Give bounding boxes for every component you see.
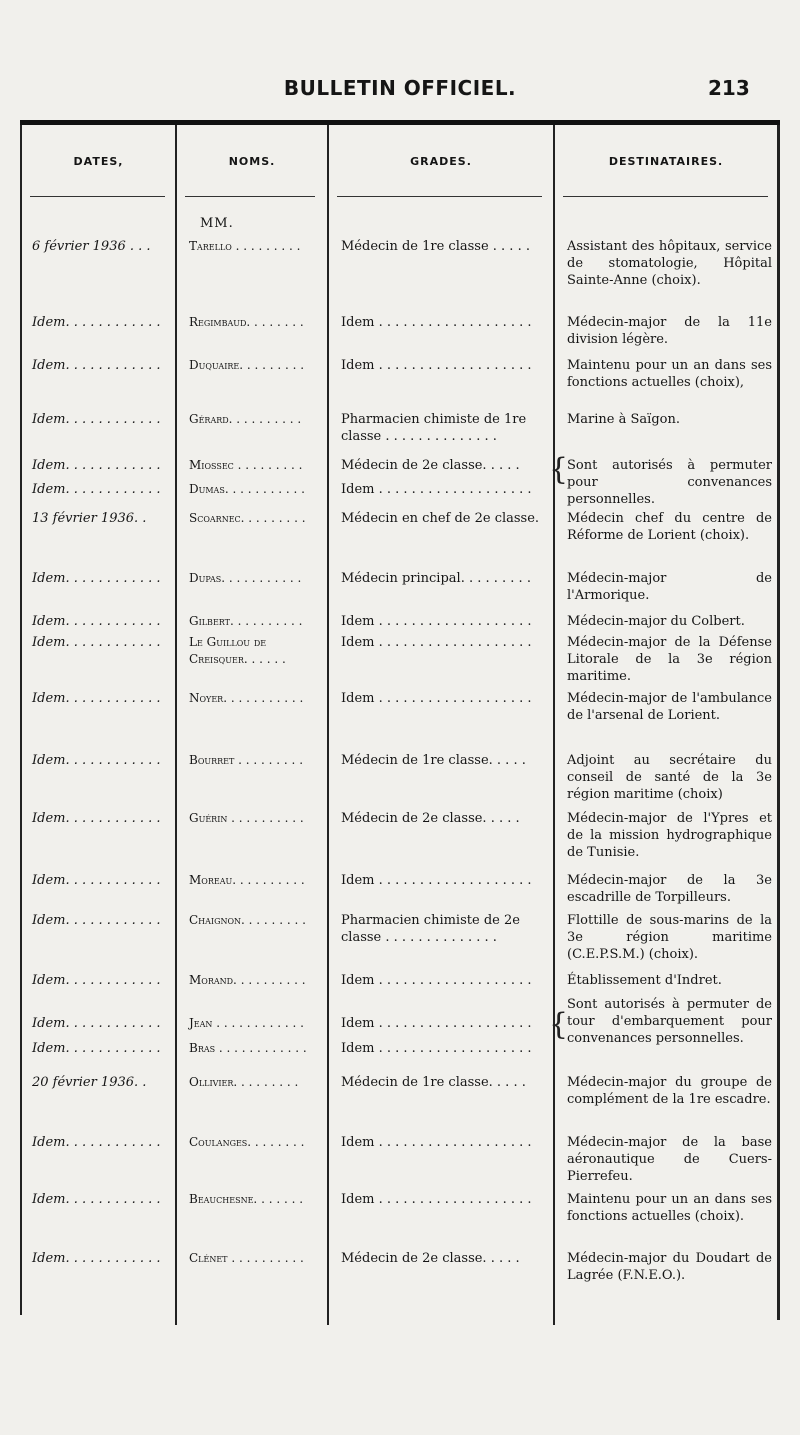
row-date: Idem. . . . . . . . . . . . <box>32 1041 161 1056</box>
row-date: Idem. . . . . . . . . . . . <box>32 482 161 497</box>
row-name: Miossec . . . . . . . . . <box>189 458 303 472</box>
row-date: Idem. . . . . . . . . . . . <box>32 614 161 629</box>
mm-abbreviation: MM. <box>200 216 234 231</box>
row-grade: Médecin en chef de 2e classe. <box>341 511 540 526</box>
row-destination: Médecin-major de la base aéronautique de Cuers-Pierrefeu. <box>567 1135 772 1184</box>
row-destination: Marine à Saïgon. <box>567 412 680 427</box>
row-name: Dumas. . . . . . . . . . . <box>189 482 305 496</box>
row-name: Ollivier. . . . . . . . . <box>189 1075 299 1089</box>
row-name: Gilbert. . . . . . . . . . <box>189 614 303 628</box>
column-header-destinataires: DESTINATAIRES. <box>608 155 724 168</box>
row-name: Chaignon. . . . . . . . . <box>189 913 306 927</box>
row-date: 20 février 1936. . <box>32 1075 147 1090</box>
row-grade: Pharmacien chimiste de 2e classe . . . . . . . . . . . . . . <box>341 913 520 945</box>
row-grade: Idem . . . . . . . . . . . . . . . . . . . <box>341 315 532 330</box>
row-destination: Établissement d'Indret. <box>567 973 722 988</box>
row-name: Gérard. . . . . . . . . . <box>189 412 302 426</box>
row-date: Idem. . . . . . . . . . . . <box>32 1016 161 1031</box>
grouping-brace: { <box>549 452 569 487</box>
row-destination: Médecin chef du centre de Réforme de Lorient (choix). <box>567 511 772 543</box>
row-date: Idem. . . . . . . . . . . . <box>32 412 161 427</box>
row-date: Idem. . . . . . . . . . . . <box>32 913 161 928</box>
row-name: Duquaire. . . . . . . . . <box>189 358 305 372</box>
row-date: Idem. . . . . . . . . . . . <box>32 973 161 988</box>
row-name: Moreau. . . . . . . . . . <box>189 873 305 887</box>
row-destination: Maintenu pour un an dans ses fonctions actuelles (choix). <box>567 1192 772 1224</box>
row-grade: Pharmacien chimiste de 1re classe . . . . . . . . . . . . . . <box>341 412 527 444</box>
row-grade: Idem . . . . . . . . . . . . . . . . . . . <box>341 973 532 988</box>
header-rule-noms <box>185 196 315 197</box>
row-name: Beauchesne. . . . . . . <box>189 1192 304 1206</box>
row-destination: Médecin-major de l'ambulance de l'arsenal de Lorient. <box>567 691 772 723</box>
top-rule <box>20 120 780 125</box>
row-name: Regimbaud. . . . . . . . <box>189 315 304 329</box>
row-name: Le Guillou de Creisquer. . . . . . <box>189 635 286 666</box>
column-divider-left <box>20 125 22 1315</box>
row-date: Idem. . . . . . . . . . . . <box>32 1192 161 1207</box>
row-destination: Médecin-major du Colbert. <box>567 614 745 629</box>
row-name: Guérin . . . . . . . . . . <box>189 811 304 825</box>
row-grade: Idem . . . . . . . . . . . . . . . . . . . <box>341 1041 532 1056</box>
row-destination: Sont autorisés à permuter pour convenances personnelles. <box>567 458 772 507</box>
header-rule-dates <box>30 196 165 197</box>
row-name: Bras . . . . . . . . . . . . <box>189 1041 307 1055</box>
column-header-dates: DATES, <box>73 155 124 168</box>
row-grade: Idem . . . . . . . . . . . . . . . . . . . <box>341 873 532 888</box>
column-header-noms: NOMS. <box>228 155 276 168</box>
row-date: Idem. . . . . . . . . . . . <box>32 811 161 826</box>
row-name: Morand. . . . . . . . . . <box>189 973 306 987</box>
row-grade: Idem . . . . . . . . . . . . . . . . . . . <box>341 482 532 497</box>
row-date: 6 février 1936 . . . <box>32 239 151 254</box>
row-grade: Idem . . . . . . . . . . . . . . . . . . . <box>341 1016 532 1031</box>
header-rule-grades <box>337 196 542 197</box>
page-number: 213 <box>708 76 750 100</box>
row-grade: Idem . . . . . . . . . . . . . . . . . . . <box>341 358 532 373</box>
row-grade: Médecin de 2e classe. . . . . <box>341 811 520 826</box>
row-destination: Médecin-major de l'Armorique. <box>567 571 772 603</box>
row-name: Clénet . . . . . . . . . . <box>189 1251 304 1265</box>
row-destination: Maintenu pour un an dans ses fonctions actuelles (choix), <box>567 358 772 390</box>
row-grade: Médecin de 2e classe. . . . . <box>341 458 520 473</box>
row-destination: Sont autorisés à permuter de tour d'embarquement pour convenances personnelles. <box>567 997 772 1046</box>
row-date: 13 février 1936. . <box>32 511 147 526</box>
row-destination: Assistant des hôpitaux, service de stomatologie, Hôpital Sainte-Anne (choix). <box>567 239 772 288</box>
row-date: Idem. . . . . . . . . . . . <box>32 635 161 650</box>
row-grade: Idem . . . . . . . . . . . . . . . . . . . <box>341 1135 532 1150</box>
row-grade: Médecin de 1re classe. . . . . <box>341 1075 526 1090</box>
row-name: Jean . . . . . . . . . . . . <box>189 1016 304 1030</box>
row-grade: Idem . . . . . . . . . . . . . . . . . . . <box>341 614 532 629</box>
row-name: Noyer. . . . . . . . . . . <box>189 691 304 705</box>
row-destination: Médecin-major de la 11e division légère. <box>567 315 772 347</box>
row-destination: Médecin-major de la 3e escadrille de Torpilleurs. <box>567 873 772 905</box>
row-destination: Médecin-major du Doudart de Lagrée (F.N.E.O.). <box>567 1251 772 1283</box>
row-grade: Médecin de 1re classe . . . . . <box>341 239 530 254</box>
row-grade: Médecin principal. . . . . . . . . <box>341 571 531 586</box>
row-grade: Idem . . . . . . . . . . . . . . . . . . . <box>341 1192 532 1207</box>
column-divider-3 <box>553 125 555 1325</box>
row-destination: Flottille de sous-marins de la 3e région maritime (C.E.P.S.M.) (choix). <box>567 913 772 962</box>
row-grade: Médecin de 1re classe. . . . . <box>341 753 526 768</box>
row-destination: Adjoint au secrétaire du conseil de santé de la 3e région maritime (choix) <box>567 753 772 802</box>
row-date: Idem. . . . . . . . . . . . <box>32 753 161 768</box>
row-name: Tarello . . . . . . . . . <box>189 239 301 253</box>
row-name: Coulanges. . . . . . . . <box>189 1135 305 1149</box>
row-name: Bourret . . . . . . . . . <box>189 753 304 767</box>
row-date: Idem. . . . . . . . . . . . <box>32 458 161 473</box>
row-date: Idem. . . . . . . . . . . . <box>32 691 161 706</box>
row-grade: Idem . . . . . . . . . . . . . . . . . . . <box>341 691 532 706</box>
row-name: Dupas. . . . . . . . . . . <box>189 571 302 585</box>
row-grade: Médecin de 2e classe. . . . . <box>341 1251 520 1266</box>
row-date: Idem. . . . . . . . . . . . <box>32 873 161 888</box>
row-date: Idem. . . . . . . . . . . . <box>32 358 161 373</box>
column-divider-right <box>777 125 780 1320</box>
bulletin-title: BULLETIN OFFICIEL. <box>283 76 517 100</box>
row-date: Idem. . . . . . . . . . . . <box>32 1251 161 1266</box>
header-rule-destinataires <box>563 196 768 197</box>
row-date: Idem. . . . . . . . . . . . <box>32 315 161 330</box>
row-date: Idem. . . . . . . . . . . . <box>32 1135 161 1150</box>
row-destination: Médecin-major du groupe de complément de la 1re escadre. <box>567 1075 772 1107</box>
grouping-brace: { <box>549 1007 569 1042</box>
row-destination: Médecin-major de l'Ypres et de la mission hydrographique de Tunisie. <box>567 811 772 860</box>
column-divider-2 <box>327 125 329 1325</box>
row-destination: Médecin-major de la Défense Litorale de la 3e région maritime. <box>567 635 772 684</box>
row-date: Idem. . . . . . . . . . . . <box>32 571 161 586</box>
row-grade: Idem . . . . . . . . . . . . . . . . . . . <box>341 635 532 650</box>
column-header-grades: GRADES. <box>410 155 472 168</box>
row-name: Scoarnec. . . . . . . . . <box>189 511 306 525</box>
column-divider-1 <box>175 125 177 1325</box>
